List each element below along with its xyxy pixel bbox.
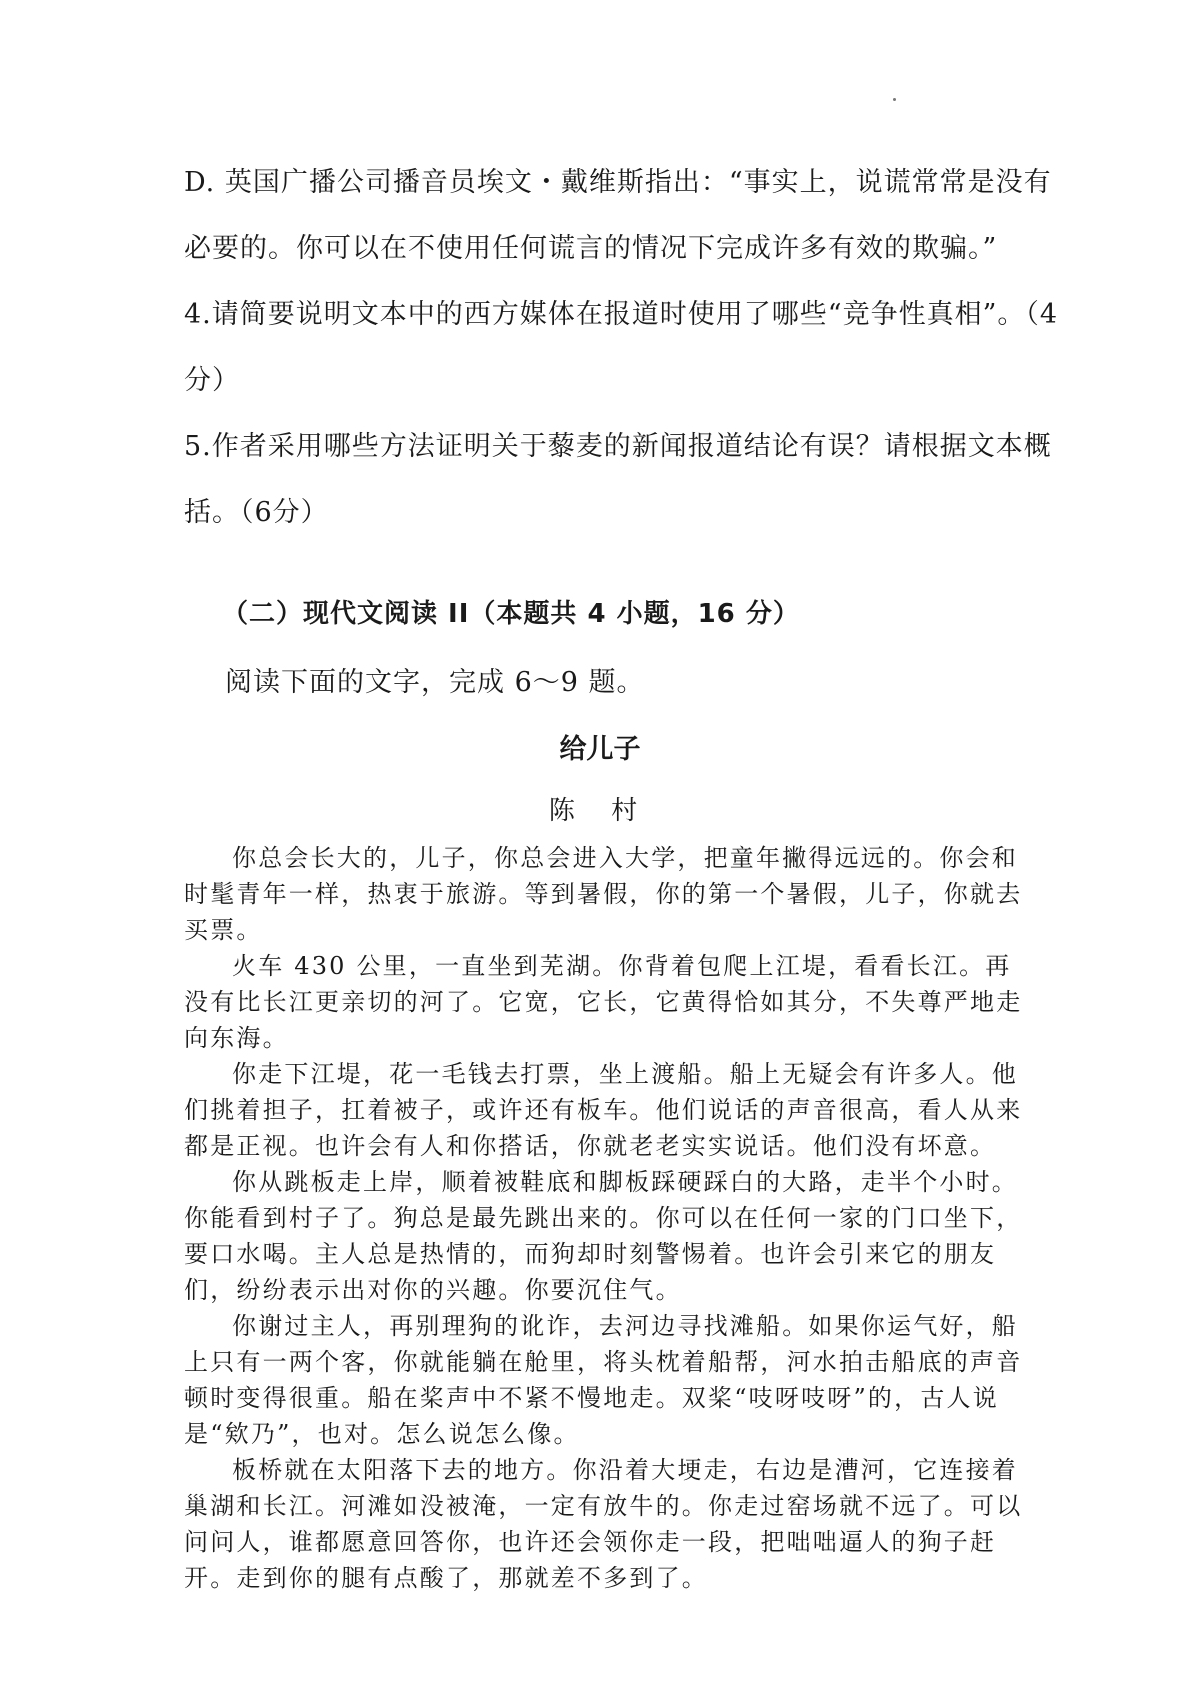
article-title: 给儿子 xyxy=(559,734,641,765)
article-paragraph: 你走下江堤，花一毛钱去打票，坐上渡船。船上无疑会有许多人。他们挑着担子，扛着被子，或许还有板车。他们说话的声音很高，看人从来都是正视。也许会有人和你搭话，你就老老实实说话。他们没有坏意。 xyxy=(184,1060,1023,1160)
question-4: 4.请简要说明文本中的西方媒体在报道时使用了哪些“竞争性真相”。（4分） xyxy=(184,299,1059,396)
article-paragraph: 你谢过主人，再别理狗的讹诈，去河边寻找滩船。如果你运气好，船上只有一两个客，你就能躺在舱里，将头枕着船帮，河水拍击船底的声音顿时变得很重。船在桨声中不紧不慢地走。双桨“吱呀吱呀”的，古人说是“欸乃”，也对。怎么说怎么像。 xyxy=(184,1312,1023,1448)
page-dot xyxy=(893,98,896,101)
previous-questions xyxy=(184,150,1064,546)
reading-instruction: 阅读下面的文字，完成 6～9 题。 xyxy=(225,667,645,698)
question-5: 5.作者采用哪些方法证明关于藜麦的新闻报道结论有误？请根据文本概括。（6分） xyxy=(184,431,1052,528)
option-d: D. 英国广播公司播音员埃文・戴维斯指出：“事实上，说谎常常是没有必要的。你可以在不使用任何谎言的情况下完成许多有效的欺骗。” xyxy=(184,167,1052,264)
article-paragraph: 你总会长大的，儿子，你总会进入大学，把童年撇得远远的。你会和时髦青年一样，热衷于旅游。等到暑假，你的第一个暑假，儿子，你就去买票。 xyxy=(184,844,1023,944)
article-body xyxy=(184,840,1036,1596)
article-author: 陈 村 xyxy=(548,796,652,826)
article-paragraph: 你从跳板走上岸，顺着被鞋底和脚板踩硬踩白的大路，走半个小时。你能看到村子了。狗总是最先跳出来的。你可以在任何一家的门口坐下，要口水喝。主人总是热情的，而狗却时刻警惕着。也许会引来它的朋友们，纷纷表示出对你的兴趣。你要沉住气。 xyxy=(184,1168,1023,1304)
article-paragraph: 板桥就在太阳落下去的地方。你沿着大埂走，右边是漕河，它连接着巢湖和长江。河滩如没被淹，一定有放牛的。你走过窑场就不远了。可以问问人，谁都愿意回答你，也许还会领你走一段，把咄咄逼人的狗子赶开。走到你的腿有点酸了，那就差不多到了。 xyxy=(184,1456,1023,1592)
article-paragraph: 火车 430 公里，一直坐到芜湖。你背着包爬上江堤，看看长江。再没有比长江更亲切的河了。它宽，它长，它黄得恰如其分，不失尊严地走向东海。 xyxy=(184,952,1023,1052)
section-heading: （二）现代文阅读 II（本题共 4 小题，16 分） xyxy=(222,599,800,629)
